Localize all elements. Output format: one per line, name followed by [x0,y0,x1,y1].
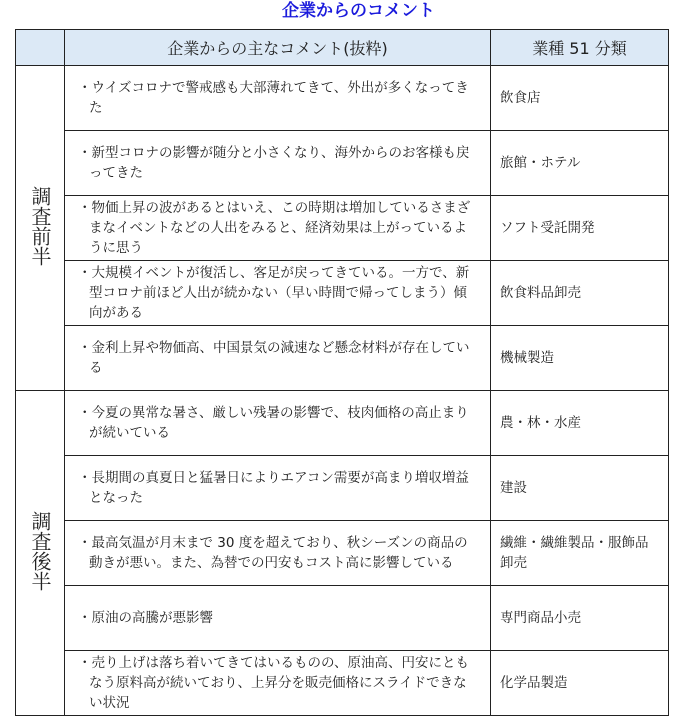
industry-cell [491,326,669,391]
comment-line: ってきた [89,165,143,181]
section-cell [16,391,65,716]
industry-cell [491,261,669,326]
comment-line: ・長期間の真夏日と猛暑日によりエアコン需要が高まり増収増益 [78,470,469,486]
comment-line: まなイベントなどの人出をみると、経済効果は上がっているよ [89,220,467,236]
table-row [16,651,669,716]
comment-line: ・物価上昇の波があるとはいえ、この時期は増加しているさまざ [78,200,471,216]
table-row [16,196,669,261]
industry-line: 旅館・ホテル [500,155,581,171]
page-title: 企業からのコメント [282,1,435,21]
comment-cell [65,66,491,131]
table-row [16,326,669,391]
industry-cell [491,651,669,716]
industry-cell [491,196,669,261]
table-header-row [16,30,669,66]
industry-line: ソフト受託開発 [500,220,595,236]
table-row [16,131,669,196]
table-body [16,66,669,716]
industry-line: 建設 [500,480,527,496]
table-row [16,261,669,326]
table-row [16,456,669,521]
table-row [16,586,669,651]
industry-line: 飲食店 [500,90,541,106]
comment-line: 動きが悪い。また、為替での円安もコスト高に影響している [89,555,454,571]
comment-cell [65,261,491,326]
comment-line: 型コロナ前ほど人出が続かない（早い時間で帰ってしまう）傾 [89,285,467,301]
section-label: 調査前半 [28,186,52,266]
comment-cell [65,586,491,651]
header-blank [16,30,65,66]
industry-cell [491,66,669,131]
industry-cell [491,391,669,456]
comment-line: ・大規模イベントが復活し、客足が戻ってきている。一方で、新 [78,265,470,281]
comment-line: ・売り上げは落ち着いてきてはいるものの、原油高、円安にとも [78,655,469,671]
comment-line: 向がある [89,305,143,321]
comment-cell [65,521,491,586]
table-row [16,521,669,586]
comment-line: る [89,360,103,376]
comment-line: が続いている [89,425,170,441]
industry-cell [491,586,669,651]
comment-line: ・原油の高騰が悪影響 [78,610,213,626]
comment-line: ・金利上昇や物価高、中国景気の減速など懸念材料が存在してい [78,340,470,356]
comment-cell [65,651,491,716]
section-cell [16,66,65,391]
industry-line: 農・林・水産 [500,415,581,431]
industry-cell [491,131,669,196]
industry-line: 機械製造 [500,350,554,366]
industry-line: 卸売 [500,555,527,571]
header-industry: 業種 51 分類 [491,30,669,66]
industry-cell [491,456,669,521]
industry-line: 化学品製造 [500,675,568,691]
comment-line: た [89,100,103,116]
header-comment: 企業からの主なコメント(抜粋) [65,30,491,66]
table-row [16,391,669,456]
table-row [16,66,669,131]
comment-cell [65,326,491,391]
comments-table [15,29,669,716]
industry-line: 繊維・繊維製品・服飾品 [500,535,649,551]
comment-cell [65,391,491,456]
comment-line: ・最高気温が月末まで 30 度を超えており、秋シーズンの商品の [78,535,468,551]
comment-cell [65,456,491,521]
industry-line: 飲食料品卸売 [500,285,581,301]
comment-line: なう原料高が続いており、上昇分を販売価格にスライドできな [89,675,467,691]
comment-line: うに思う [89,240,143,256]
comment-line: ・新型コロナの影響が随分と小さくなり、海外からのお客様も戻 [78,145,470,161]
comment-line: い状況 [89,695,130,711]
industry-cell [491,521,669,586]
comment-cell [65,196,491,261]
comment-line: となった [89,490,143,506]
section-label: 調査後半 [28,511,52,591]
comment-cell [65,131,491,196]
comment-line: ・今夏の異常な暑さ、厳しい残暑の影響で、枝肉価格の高止まり [78,405,469,421]
industry-line: 専門商品小売 [500,610,581,626]
comment-line: ・ウイズコロナで警戒感も大部薄れてきて、外出が多くなってき [78,80,469,96]
